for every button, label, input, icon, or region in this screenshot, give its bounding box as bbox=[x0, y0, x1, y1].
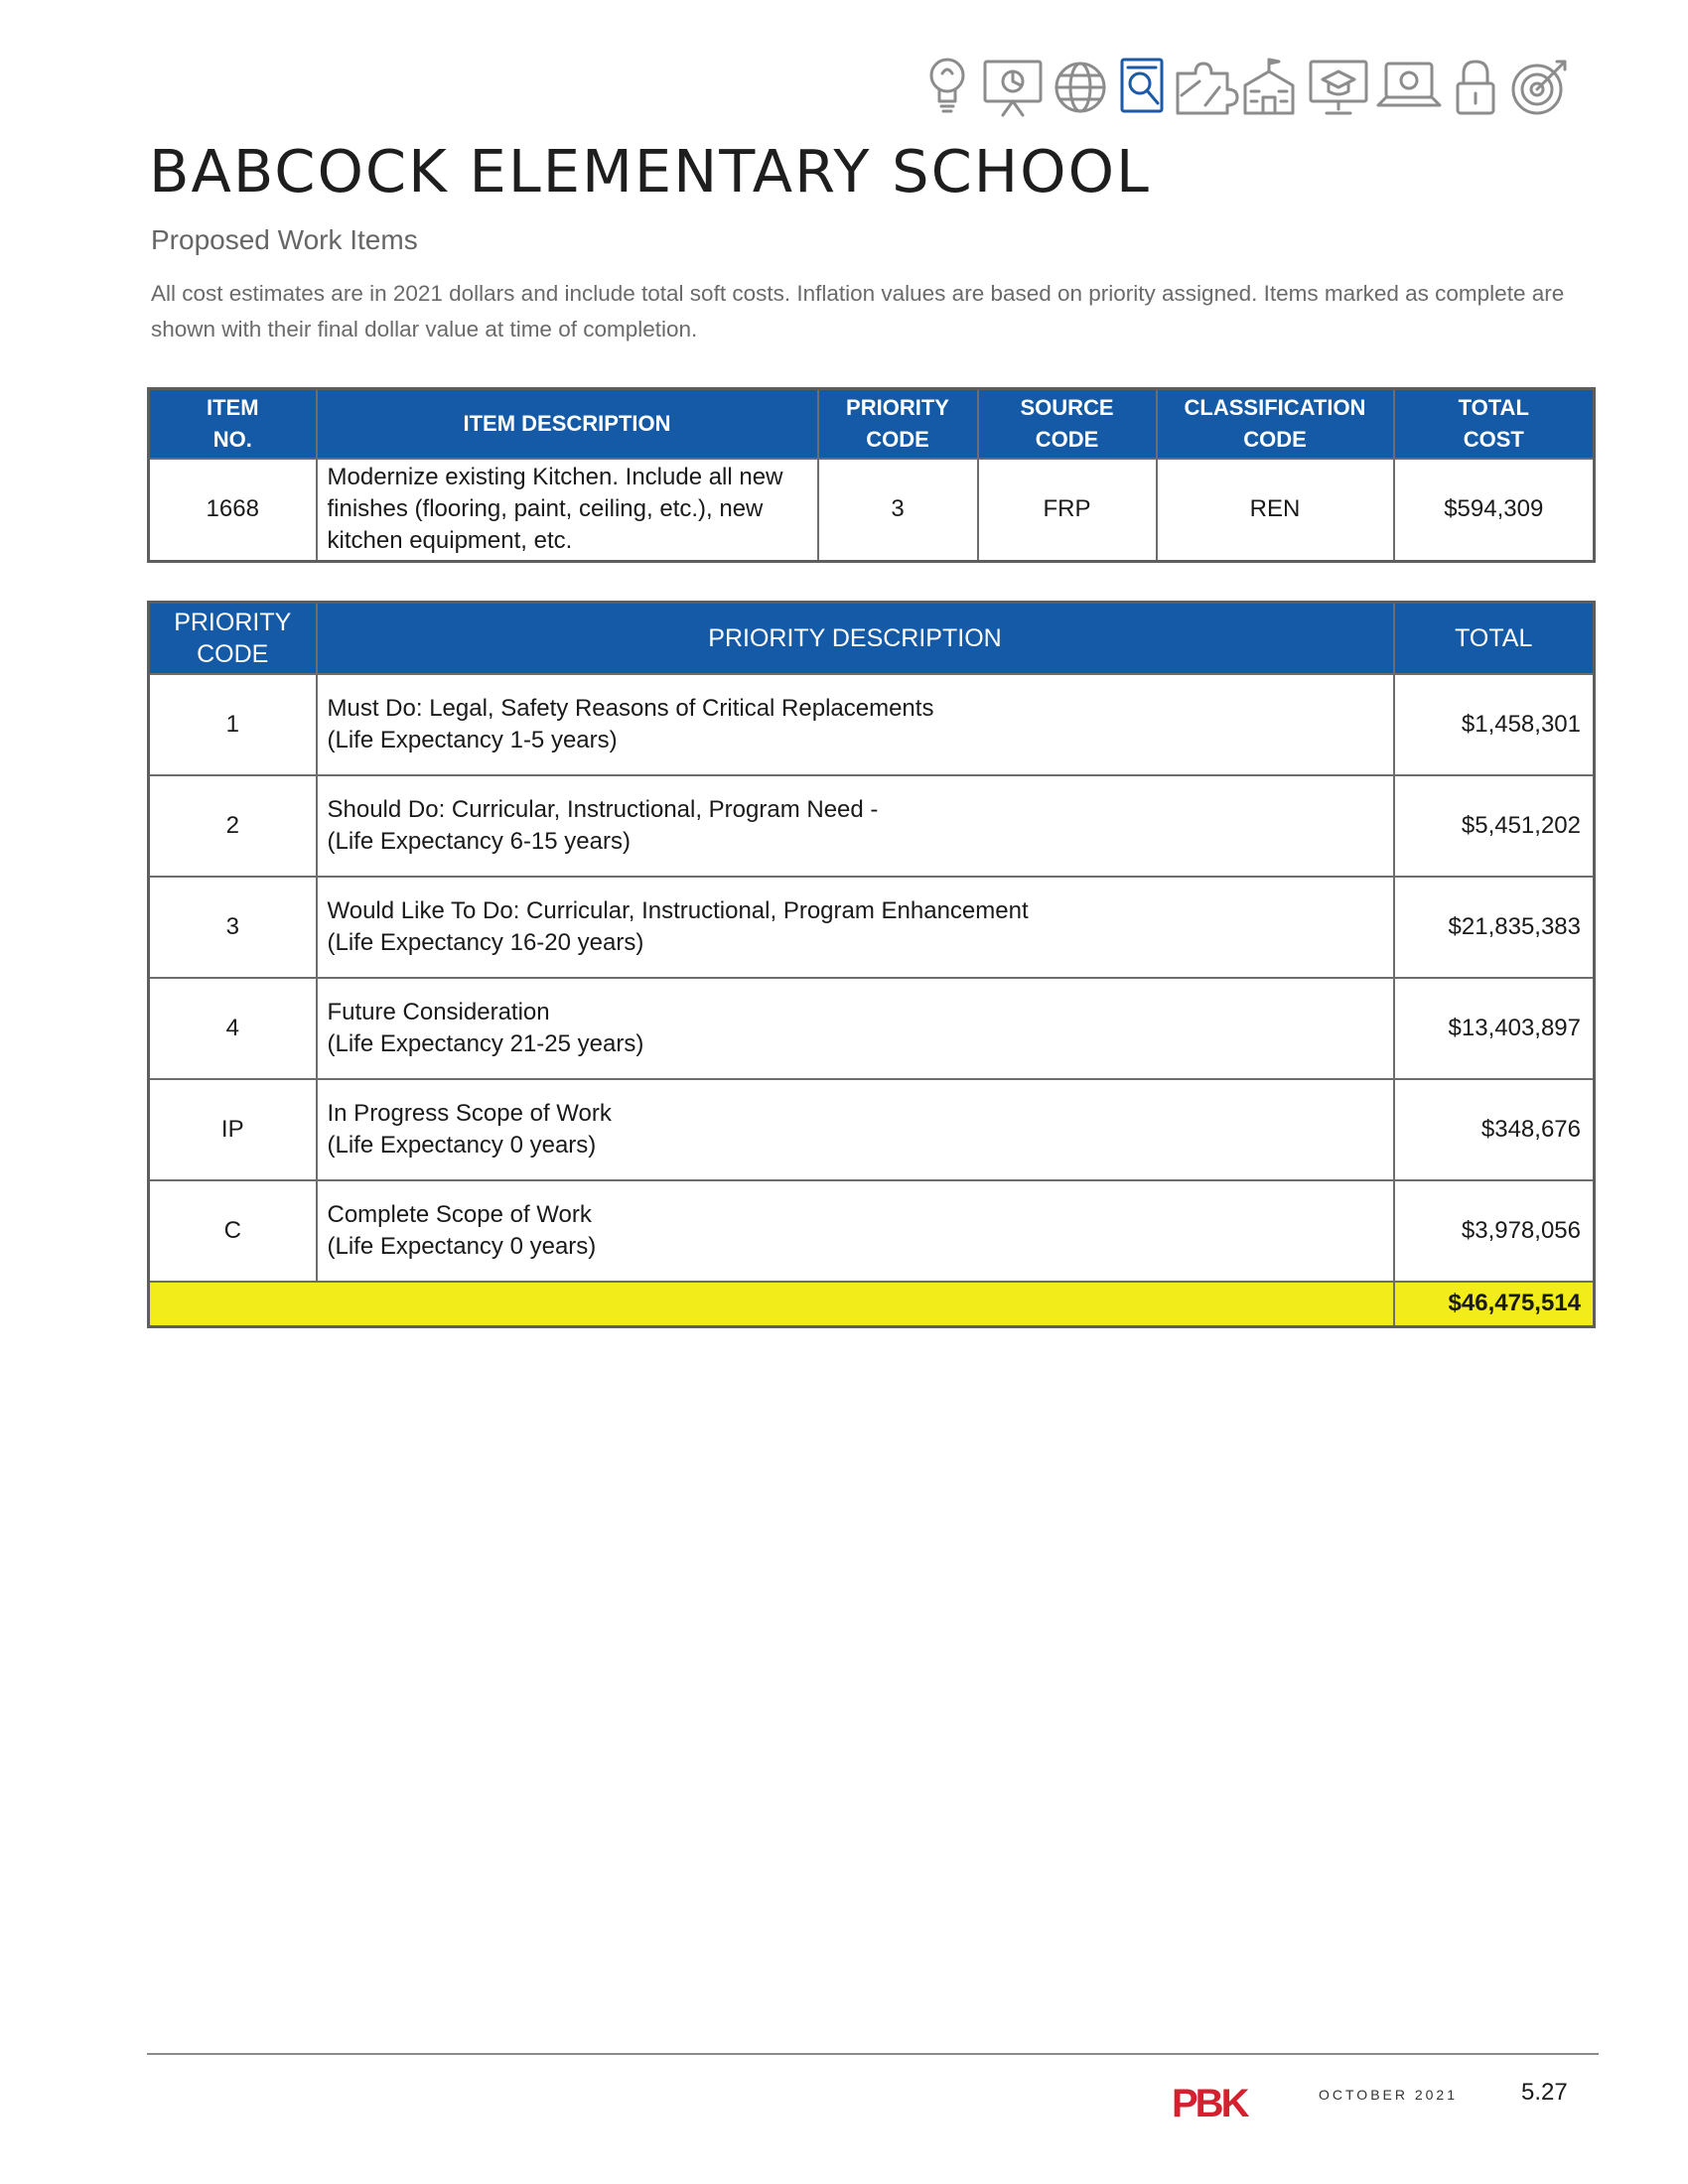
priority-total-cell: $13,403,897 bbox=[1394, 978, 1595, 1079]
table-row bbox=[149, 459, 1595, 562]
table-row bbox=[149, 775, 1595, 877]
table-row bbox=[149, 877, 1595, 978]
target-icon bbox=[1513, 62, 1565, 113]
presentation-board-icon bbox=[985, 62, 1041, 115]
puzzle-icon bbox=[1178, 64, 1237, 113]
table-row bbox=[149, 978, 1595, 1079]
footer-date: OCTOBER 2021 bbox=[1319, 2087, 1459, 2103]
header-total-cost: TOTAL COST bbox=[1394, 389, 1595, 459]
pbk-logo bbox=[1172, 2081, 1271, 2127]
header-icon-strip bbox=[921, 54, 1603, 119]
total-cost-cell: $594,309 bbox=[1394, 459, 1595, 562]
priority-header-row bbox=[149, 603, 1595, 674]
laptop-icon bbox=[1378, 64, 1440, 105]
table-row bbox=[149, 1180, 1595, 1282]
header-priority-code: PRIORITY CODE bbox=[149, 603, 317, 674]
header-classification-code: CLASSIFICATION CODE bbox=[1157, 389, 1394, 459]
cost-estimate-note: All cost estimates are in 2021 dollars and include total soft costs. Inflation values are based on priority assigned. Items marked as complete are shown with their final dollar value at time of completion. bbox=[151, 281, 1565, 341]
footer-divider bbox=[147, 2053, 1599, 2055]
page-title: BABCOCK ELEMENTARY SCHOOL bbox=[149, 137, 1151, 205]
table-row bbox=[149, 674, 1595, 775]
priority-total-cell: $3,978,056 bbox=[1394, 1180, 1595, 1282]
grand-total-spacer bbox=[149, 1282, 1394, 1327]
source-code-cell: FRP bbox=[978, 459, 1157, 562]
priority-total-cell: $1,458,301 bbox=[1394, 674, 1595, 775]
grand-total-row bbox=[149, 1282, 1595, 1327]
priority-description-cell: Should Do: Curricular, Instructional, Program Need - (Life Expectancy 6-15 years) bbox=[317, 775, 1394, 877]
header-priority-code: PRIORITY CODE bbox=[818, 389, 978, 459]
padlock-icon bbox=[1458, 62, 1493, 113]
item-no-cell: 1668 bbox=[149, 459, 317, 562]
priority-code-cell: 3 bbox=[818, 459, 978, 562]
priority-description-cell: Would Like To Do: Curricular, Instructional, Program Enhancement (Life Expectancy 16-20 years) bbox=[317, 877, 1394, 978]
priority-total-cell: $348,676 bbox=[1394, 1079, 1595, 1180]
priority-code-cell: IP bbox=[149, 1079, 317, 1180]
header-priority-total: TOTAL bbox=[1394, 603, 1595, 674]
priority-code-cell: C bbox=[149, 1180, 317, 1282]
header-item-no: ITEM NO. bbox=[149, 389, 317, 459]
graduation-monitor-icon bbox=[1311, 62, 1366, 113]
item-description-cell: Modernize existing Kitchen. Include all new finishes (flooring, paint, ceiling, etc.), new kitchen equipment, etc. bbox=[317, 459, 818, 562]
header-item-description: ITEM DESCRIPTION bbox=[317, 389, 818, 459]
priority-total-cell: $21,835,383 bbox=[1394, 877, 1595, 978]
priority-total-cell: $5,451,202 bbox=[1394, 775, 1595, 877]
priority-code-cell: 2 bbox=[149, 775, 317, 877]
table-row bbox=[149, 1079, 1595, 1180]
school-building-icon bbox=[1245, 60, 1293, 113]
page-number: 5.27 bbox=[1521, 2079, 1568, 2106]
lightbulb-icon bbox=[931, 60, 963, 111]
priority-summary-table bbox=[147, 601, 1596, 1328]
work-items-header-row bbox=[149, 389, 1595, 459]
header-priority-description: PRIORITY DESCRIPTION bbox=[317, 603, 1394, 674]
priority-description-cell: Must Do: Legal, Safety Reasons of Critical Replacements (Life Expectancy 1-5 years) bbox=[317, 674, 1394, 775]
priority-code-cell: 4 bbox=[149, 978, 317, 1079]
priority-code-cell: 3 bbox=[149, 877, 317, 978]
page-subtitle: Proposed Work Items bbox=[151, 224, 418, 255]
priority-code-cell: 1 bbox=[149, 674, 317, 775]
priority-description-cell: Complete Scope of Work (Life Expectancy 0 years) bbox=[317, 1180, 1394, 1282]
priority-description-cell: Future Consideration (Life Expectancy 21-25 years) bbox=[317, 978, 1394, 1079]
classification-code-cell: REN bbox=[1157, 459, 1394, 562]
priority-description-cell: In Progress Scope of Work (Life Expectancy 0 years) bbox=[317, 1079, 1394, 1180]
logo-text: PBK bbox=[1172, 2082, 1247, 2122]
work-items-table bbox=[147, 387, 1596, 563]
header-source-code: SOURCE CODE bbox=[978, 389, 1157, 459]
globe-icon bbox=[1056, 64, 1104, 111]
grand-total-cell: $46,475,514 bbox=[1394, 1282, 1595, 1327]
magnifier-document-icon bbox=[1122, 60, 1162, 111]
